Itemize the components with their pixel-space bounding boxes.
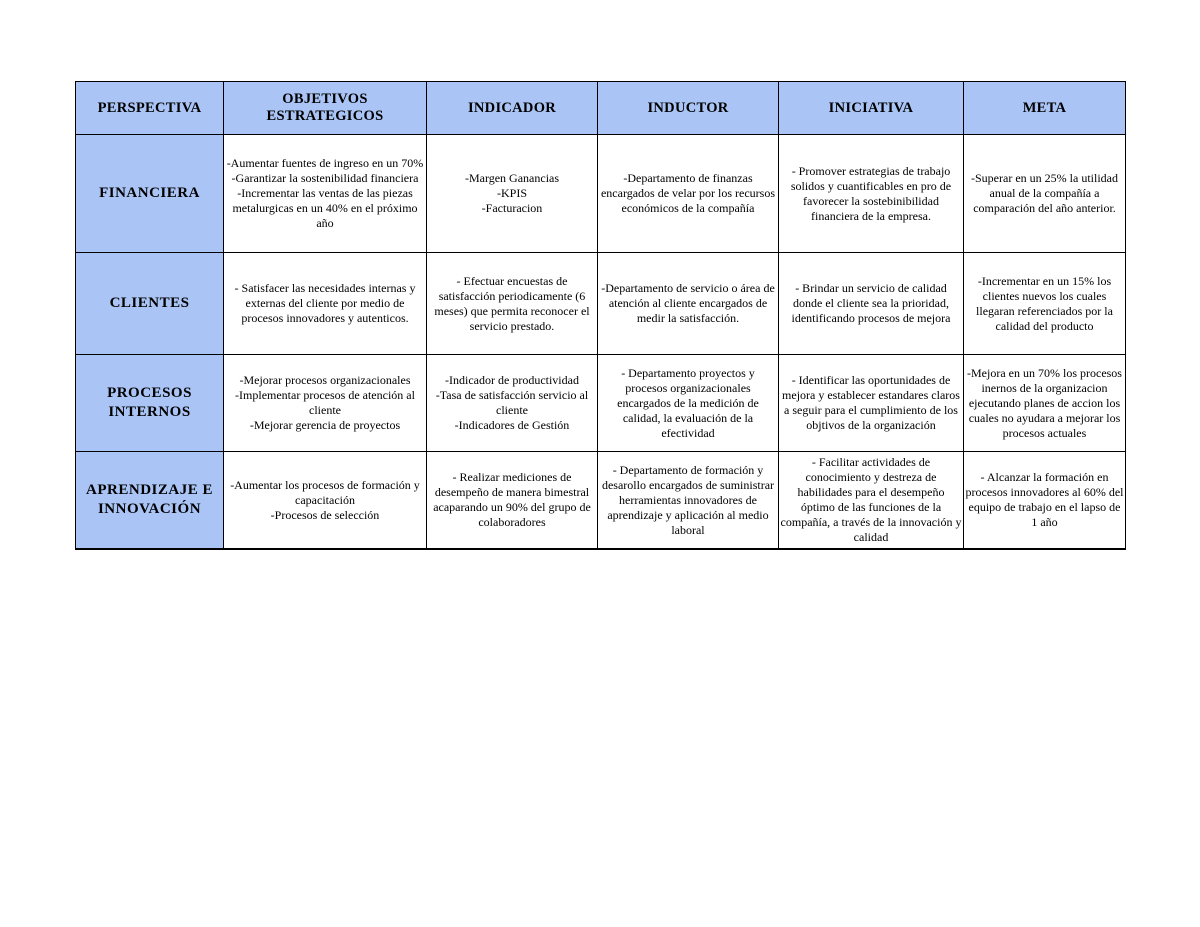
indicador-cell xyxy=(427,135,598,253)
iniciativa-item: - Facilitar actividades de conocimiento y destreza de habilidades para el desempeño óptimo de las funciones de la compañía, a través de la innovación y calidad xyxy=(780,455,962,544)
table-row xyxy=(76,452,1126,550)
header-objetivos-label: OBJETIVOS ESTRATEGICOS xyxy=(266,91,384,124)
inductor-cell xyxy=(598,452,779,550)
meta-item: -Superar en un 25% la utilidad anual de la compañía a comparación del año anterior. xyxy=(971,171,1118,215)
inductor-item: -Departamento de servicio o área de atención al cliente encargados de medir la satisfacción. xyxy=(601,281,775,325)
header-indicador: INDICADOR xyxy=(427,82,598,135)
perspectiva-cell: FINANCIERA xyxy=(76,135,224,253)
meta-cell xyxy=(964,355,1126,452)
header-inductor: INDUCTOR xyxy=(598,82,779,135)
meta-item: -Mejora en un 70% los procesos inernos de la organizacion ejecutando planes de accion los cuales no ayudara a mejorar los procesos actuales xyxy=(967,365,1122,440)
iniciativa-cell xyxy=(779,452,964,550)
indicador-item: - Realizar mediciones de desempeño de manera bimestral acaparando un 90% del grupo de colaboradores xyxy=(433,470,591,529)
indicador-cell xyxy=(427,253,598,355)
indicador-item: -Facturacion xyxy=(481,201,543,215)
objetivo-item: -Incrementar las ventas de las piezas metalurgicas en un 40% en el próximo año xyxy=(232,186,418,230)
scorecard-table xyxy=(75,81,1126,550)
objetivo-item: -Mejorar gerencia de proyectos xyxy=(249,418,401,432)
objetivos-cell xyxy=(224,355,427,452)
table-row xyxy=(76,355,1126,452)
objetivos-cell xyxy=(224,452,427,550)
objetivos-cell xyxy=(224,135,427,253)
iniciativa-item: - Brindar un servicio de calidad donde el cliente sea la prioridad, identificando procesos de mejora xyxy=(791,281,951,325)
inductor-item: - Departamento proyectos y procesos organizacionales encargados de la medición de calidad, la evaluación de la efectividad xyxy=(617,365,759,440)
indicador-item: -KPIS xyxy=(496,186,527,200)
indicador-item: -Tasa de satisfacción servicio al cliente xyxy=(435,388,589,417)
indicador-item: -Margen Ganancias xyxy=(464,171,560,185)
objetivos-cell xyxy=(224,253,427,355)
objetivo-item: -Procesos de selección xyxy=(270,507,380,522)
iniciativa-item: - Promover estrategias de trabajo solidos y cuantificables en pro de favorecer la sostebinibilidad financiera de la empresa. xyxy=(790,163,952,223)
header-iniciativa: INICIATIVA xyxy=(779,82,964,135)
header-perspectiva: PERSPECTIVA xyxy=(76,82,224,135)
iniciativa-cell xyxy=(779,355,964,452)
header-row xyxy=(76,82,1126,135)
objetivo-item: -Garantizar la sostenibilidad financiera xyxy=(231,171,419,185)
meta-item: - Alcanzar la formación en procesos innovadores al 60% del equipo de trabajo en el lapso de 1 año xyxy=(965,470,1124,529)
balanced-scorecard-sheet xyxy=(75,81,1126,550)
inductor-cell xyxy=(598,355,779,452)
inductor-cell xyxy=(598,253,779,355)
objetivo-item: -Aumentar los procesos de formación y capacitación xyxy=(230,477,420,507)
inductor-item: - Departamento de formación y desarollo encargados de suministrar herramientas innovadores de aprendizaje y aplicación al medio laboral xyxy=(601,462,775,537)
iniciativa-cell xyxy=(779,135,964,253)
inductor-item: -Departamento de finanzas encargados de velar por los recursos económicos de la compañía xyxy=(600,171,776,215)
header-meta: META xyxy=(964,82,1126,135)
table-row xyxy=(76,135,1126,253)
indicador-item: -Indicadores de Gestión xyxy=(454,418,570,432)
meta-cell xyxy=(964,452,1126,550)
iniciativa-item: - Identificar las oportunidades de mejora y establecer estandares claros a seguir para el cumplimiento de los objtivos de la organización xyxy=(782,373,960,432)
inductor-cell xyxy=(598,135,779,253)
meta-cell xyxy=(964,253,1126,355)
perspectiva-cell: APRENDIZAJE E INNOVACIÓN xyxy=(76,452,224,550)
objetivo-item: -Mejorar procesos organizacionales xyxy=(239,373,411,387)
indicador-item: -Indicador de productividad xyxy=(445,373,579,387)
indicador-cell xyxy=(427,355,598,452)
header-objetivos xyxy=(224,82,427,135)
indicador-item: - Efectuar encuestas de satisfacción periodicamente (6 meses) que permita reconocer el servicio prestado. xyxy=(434,273,590,333)
objetivo-item: -Aumentar fuentes de ingreso en un 70% xyxy=(226,156,424,170)
perspectiva-cell: PROCESOS INTERNOS xyxy=(76,355,224,452)
indicador-cell xyxy=(427,452,598,550)
perspectiva-cell: CLIENTES xyxy=(76,253,224,355)
objetivo-item: -Implementar procesos de atención al cliente xyxy=(235,388,415,417)
iniciativa-cell xyxy=(779,253,964,355)
table-row xyxy=(76,253,1126,355)
objetivo-item: - Satisfacer las necesidades internas y externas del cliente por medio de procesos innovadores y autenticos. xyxy=(234,281,416,325)
meta-cell xyxy=(964,135,1126,253)
meta-item: -Incrementar en un 15% los clientes nuevos los cuales llegaran referenciados por la calidad del producto xyxy=(976,273,1113,333)
